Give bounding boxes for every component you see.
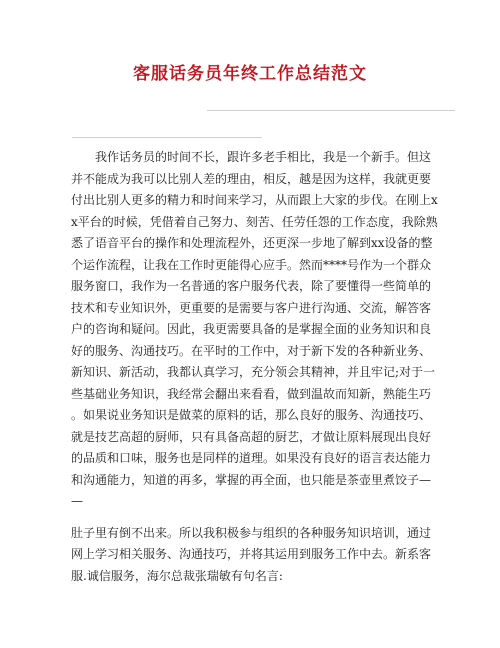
document-title: 客服话务员年终工作总结范文 <box>133 64 367 84</box>
text-line: x平台的时候，凭借着自己努力、刻苦、任劳任怨的工作态度，我除熟 <box>71 214 438 229</box>
text-line: 悉了语音平台的操作和处理流程外，还更深一步地了解到xx设备的整 <box>71 236 433 250</box>
paragraph-gap <box>71 513 433 523</box>
text-line: 。如果说业务知识是做菜的原料的话，那么良好的服务、沟通技巧、 <box>71 408 432 422</box>
text-line: 户的咨询和疑问。因此，我更需要具备的是掌握全面的业务知识和良 <box>71 322 432 336</box>
text-line: 就是技艺高超的厨师，只有具备高超的厨艺，才做让原料展现出良好 <box>71 429 432 444</box>
text-line: 肚子里有倒不出来。所以我积极参与组织的各种服务知识培训，通过 <box>71 525 432 540</box>
text-line: 技术和专业知识外，更重要的是需要与客户进行沟通、交流，解答客 <box>71 300 432 315</box>
text-line: 服.诚信服务，海尔总裁张瑞敏有句名言: <box>71 568 283 583</box>
text-line: 些基础业务知识，我经常会翻出来看看，做到温故而知新，熟能生巧 <box>71 386 432 401</box>
text-line: 新知识、新活动，我都认真学习，充分领会其精神，并且牢记;对于一 <box>71 365 436 379</box>
text-line: 的品质和口味，服务也是同样的道理。如果没有良好的语言表达能力 <box>71 451 432 465</box>
text-line: — <box>71 494 83 508</box>
paragraph-2 <box>71 523 433 588</box>
text-line: 个运作流程，让我在工作时更能得心应手。然而****号作为一个群众 <box>71 257 432 272</box>
text-line: 网上学习相关服务、沟通技巧，并将其运用到服务工作中去。新系客 <box>71 547 432 561</box>
document-body <box>71 147 438 587</box>
text-line: 我作话务员的时间不长，跟许多老手相比，我是一个新手。但这 <box>95 150 432 164</box>
paragraph-1 <box>71 147 438 513</box>
text-line: 付出比别人更多的精力和时间来学习，从而跟上大家的步伐。在刚上x <box>71 193 438 207</box>
text-line: 并不能成为我可以比别人差的理由，相反，越是因为这样，我就更要 <box>71 171 432 186</box>
text-line: 和沟通能力，知道的再多，掌握的再全面，也只能是茶壶里煮饺子— <box>71 472 432 487</box>
text-line: 好的服务、沟通技巧。在平时的工作中，对于新下发的各种新业务、 <box>71 343 432 358</box>
title-divider-left <box>72 137 262 138</box>
title-divider-right <box>207 110 455 111</box>
text-line: 服务窗口，我作为一名普通的客户服务代表，除了要懂得一些简单的 <box>71 279 432 293</box>
